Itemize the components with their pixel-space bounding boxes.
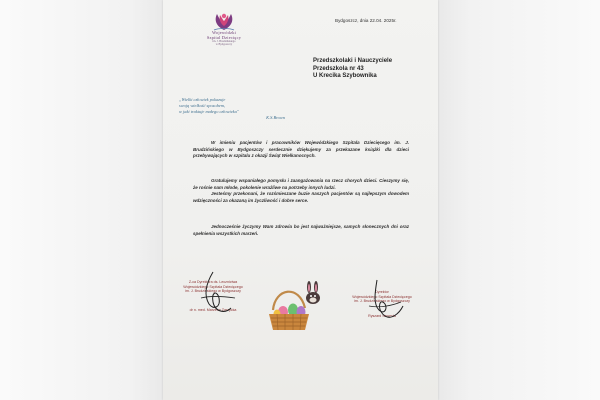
stamp-right-line-2: Wojewódzkiego Szpitala Dziecięcego xyxy=(352,294,412,299)
signature-left-stamp xyxy=(173,280,253,313)
easter-basket-icon xyxy=(263,280,329,334)
stamp-left-line-2: Wojewódzkiego Szpitala Dziecięcego xyxy=(183,284,243,289)
quote-line-1: „Wielki człowiek pokazuje xyxy=(179,97,226,102)
hospital-logo-icon xyxy=(208,10,240,32)
body-paragraph-2 xyxy=(193,178,409,204)
letter-date: Bydgoszcz, dnia 22.04. 2025r. xyxy=(335,18,397,23)
signature-right-stamp xyxy=(343,290,421,319)
recipient-line-1: Przedszkolaki i Nauczyciele xyxy=(313,58,393,64)
body-paragraph-3: Jednocześnie życzymy Wam zdrowia bo jest najważniejsze, samych słonecznych dni oraz spełnienia wszystkich marzeń. xyxy=(193,224,409,236)
logo-line-1: Wojewódzki xyxy=(211,30,237,35)
logo-line-2: Szpital Dziecięcy xyxy=(206,35,242,41)
stamp-right-line-1: Dyrektor xyxy=(375,290,389,294)
recipient-block xyxy=(313,58,392,81)
quote-author: K.S.Brown xyxy=(266,115,285,121)
stamp-left-line-3: im. J. Brudzińskiego w Bydgoszczy xyxy=(185,289,241,294)
background-left xyxy=(0,0,163,400)
background-right xyxy=(438,0,600,400)
body-paragraph-2a: Gratulujemy wspaniałego pomysłu i zaangażowania na rzecz chorych dzieci. Cieszymy się, że rośnie nam młode, pokolenie wrażliwe na potrzeby innych ludzi. xyxy=(193,178,409,190)
quote-line-3: w jaki traktuje małego człowieka" xyxy=(179,109,239,115)
hospital-name xyxy=(183,30,265,47)
stamp-right-line-3: im. J. Brudzińskiego w Bydgoszczy xyxy=(354,299,410,304)
logo-line-4: w Bydgoszczy xyxy=(215,43,233,47)
stamp-right-line-4: Ryszard Szwesta xyxy=(368,314,396,319)
body-paragraph-1: W imieniu pacjentów i pracowników Wojewódzkiego Szpitala Dziecięcego im. J. Brudzińskiego w Bydgoszczy serdecznie dziękujemy za przekazane książki dla dzieci przebywających w szpitalu z okazji Świąt Wielkanocnych. xyxy=(193,140,409,159)
quote-line-2: swoją wielkość sposobem, xyxy=(179,103,225,109)
logo-line-3: im. J. Brudzińskiego xyxy=(212,40,236,44)
recipient-line-3: U Krecika Szybownika xyxy=(313,73,377,79)
letter-page xyxy=(163,0,438,400)
body-paragraph-2b: Jesteśmy przekonani, że rozśmieszane buzie naszych pacjentów są najlepszym dowodem wdzięczności za okazaną im życzliwość i dobre serce. xyxy=(193,191,409,203)
stamp-left-line-1: Z-ca Dyrektora ds. Lecznictwa xyxy=(188,280,238,284)
stamp-left-line-4: dr n. med. Marzena Zarzycka xyxy=(189,308,237,313)
quote-block xyxy=(179,97,289,122)
recipient-line-2: Przedszkola nr 43 xyxy=(313,65,364,72)
